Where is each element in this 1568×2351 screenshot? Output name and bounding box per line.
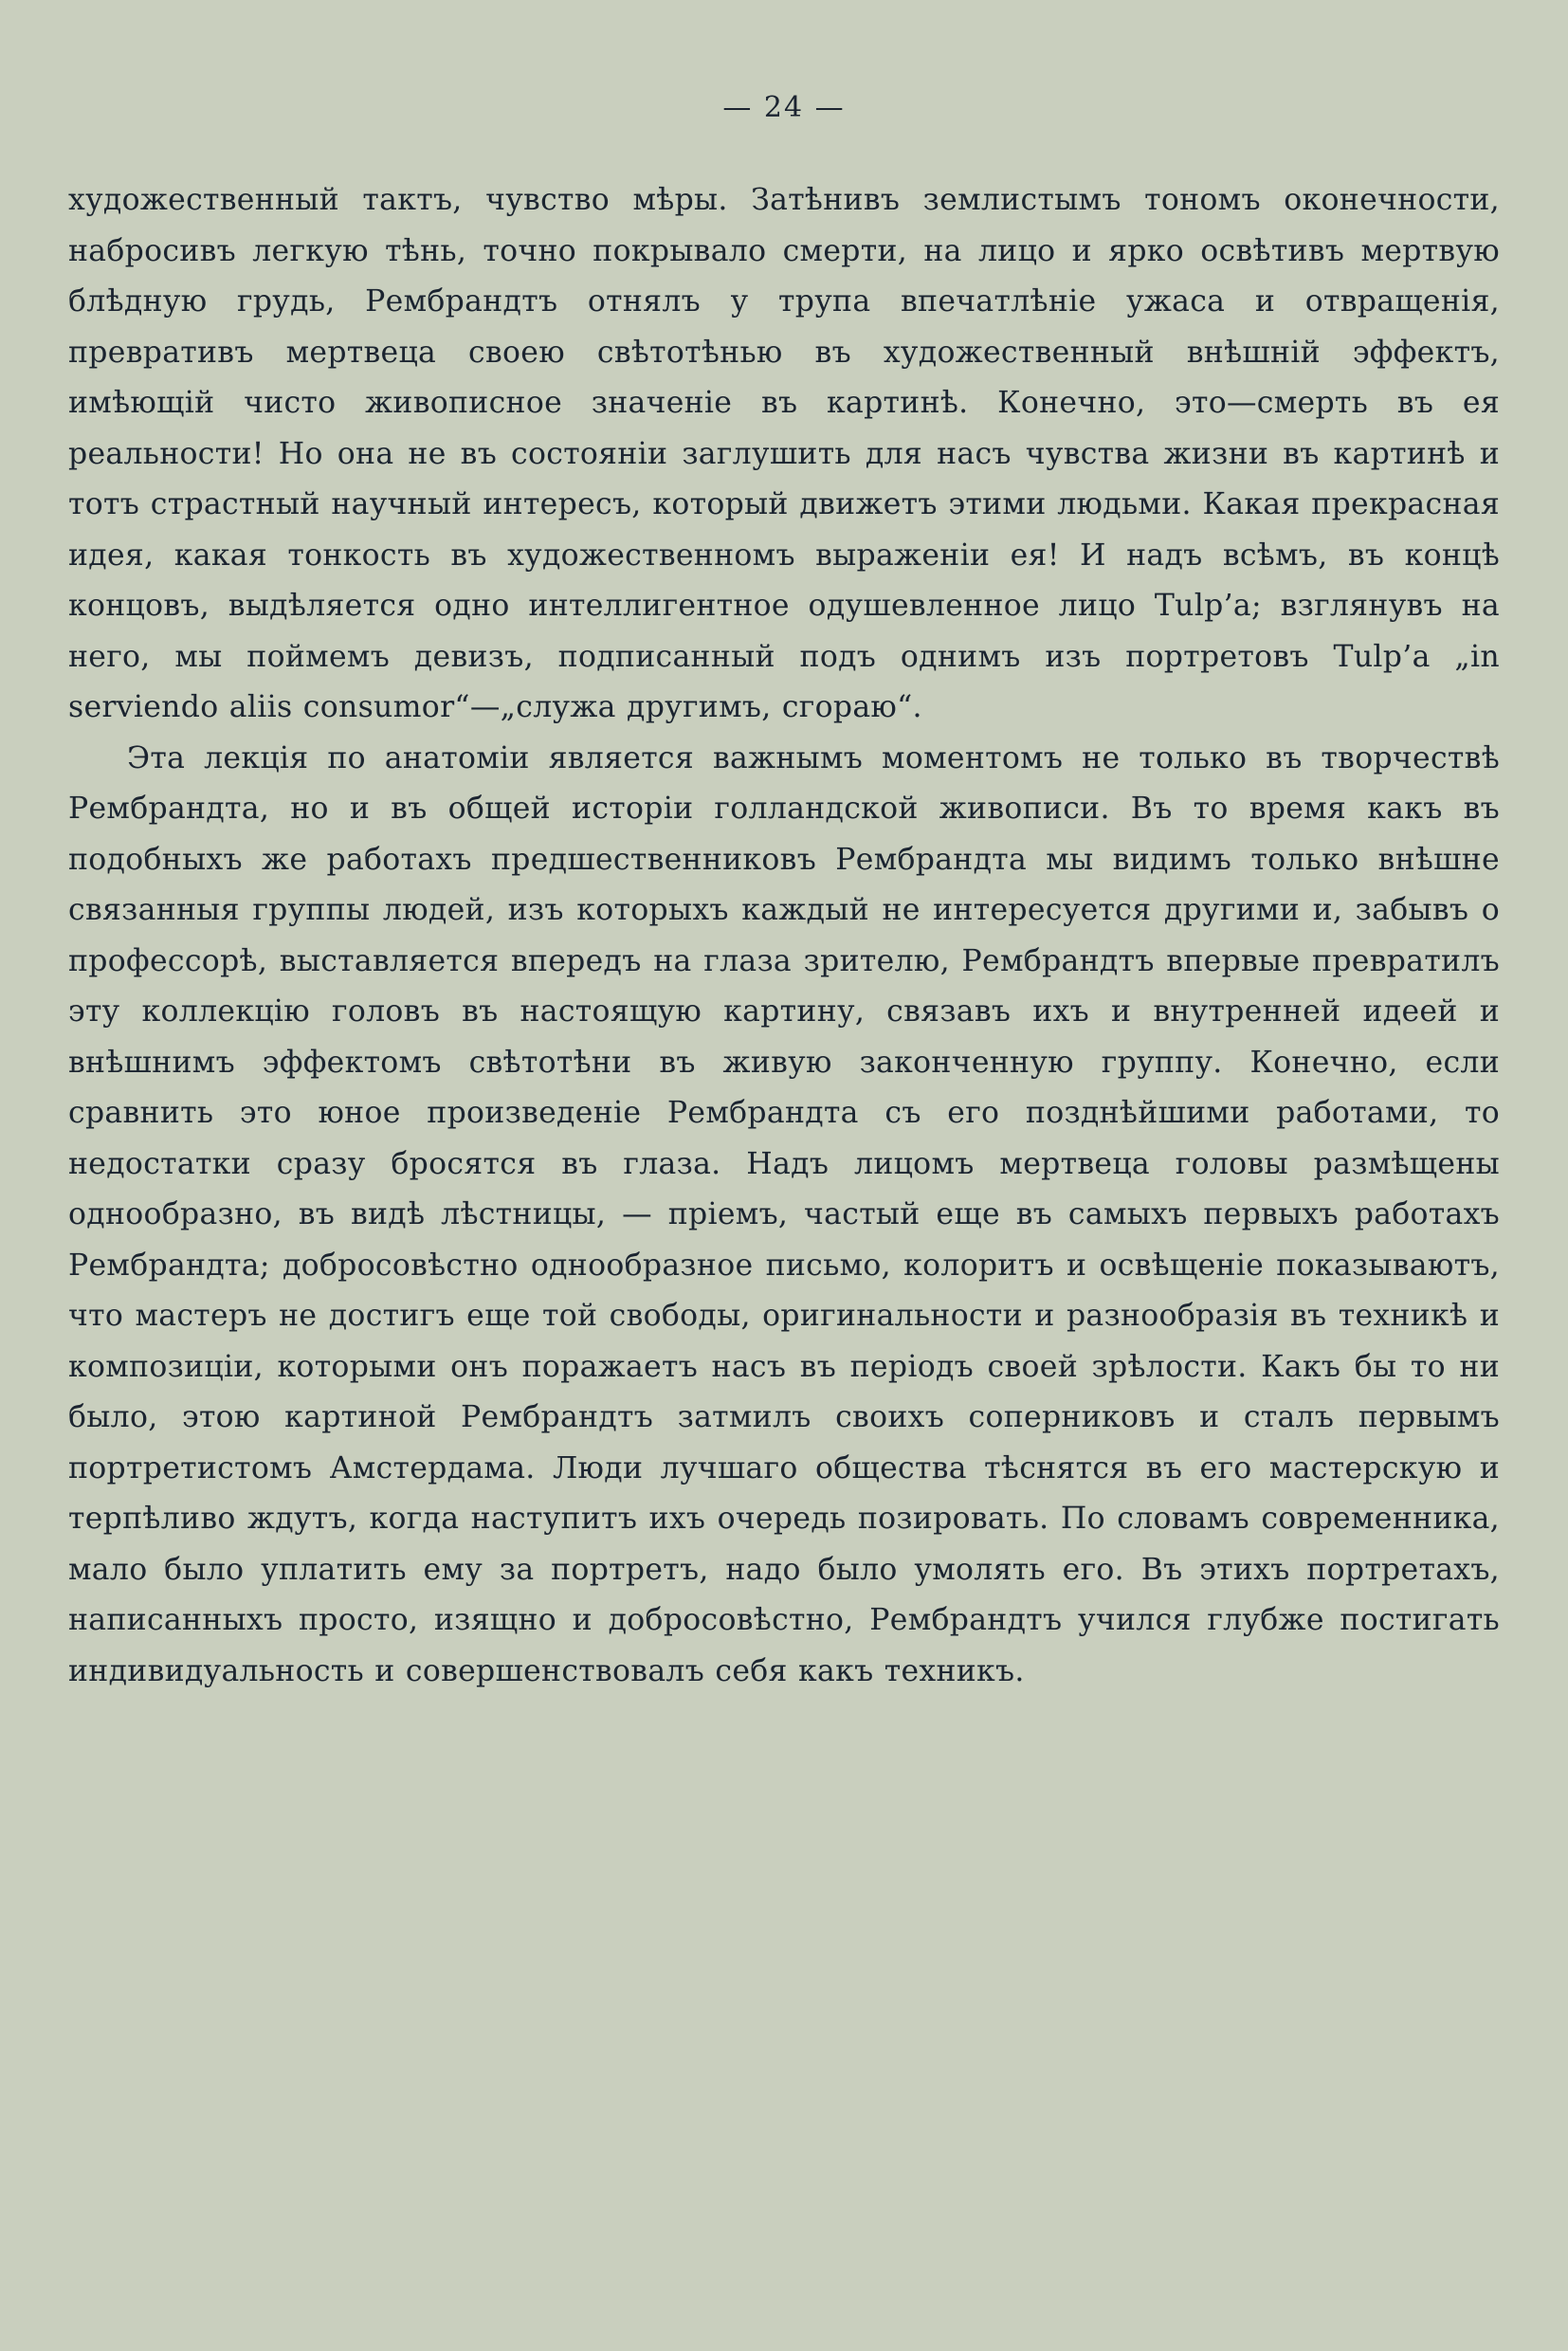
page-number: — 24 — xyxy=(722,91,846,124)
body-text xyxy=(68,175,1500,1697)
paragraph: Эта лекція по анатоміи является важнымъ моментомъ не только въ творчествѣ Рембрандта, но и въ общей исторіи голландской живописи. Въ то время какъ въ подобныхъ же работахъ предшественниковъ Рембрандта мы видимъ только внѣшне связанныя группы людей, изъ которыхъ каждый не интересуется другими и, забывъ о профессорѣ, выставляется впередъ на глаза зрителю, Рембрандтъ впервые превратилъ эту коллекцію головъ въ настоящую картину, связавъ ихъ и внутренней идеей и внѣшнимъ эффектомъ свѣтотѣни въ живую законченную группу. Конечно, если сравнить это юное произведеніе Рембрандта съ его позднѣйшими работами, то недостатки сразу бросятся въ глаза. Надъ лицомъ мертвеца головы размѣщены однообразно, въ видѣ лѣстницы, — пріемъ, частый еще въ самыхъ первыхъ работахъ Рембрандта; добросовѣстно однообразное письмо, колоритъ и освѣщеніе показываютъ, что мастеръ не достигъ еще той свободы, оригинальности и разнообразія въ техникѣ и композиціи, которыми онъ поражаетъ насъ въ періодъ своей зрѣлости. Какъ бы то ни было, этою картиной Рембрандтъ затмилъ своихъ соперниковъ и сталъ первымъ портретистомъ Амстердама. Люди лучшаго общества тѣснятся въ его мастерскую и терпѣливо ждутъ, когда наступитъ ихъ очередь позировать. По словамъ современника, мало было уплатить ему за портретъ, надо было умолять его. Въ этихъ портретахъ, написанныхъ просто, изящно и добросовѣстно, Рембрандтъ учился глубже постигать индивидуальность и совершенствовалъ себя какъ техникъ. xyxy=(68,740,1500,1688)
paragraph: художественный тактъ, чувство мѣры. Затѣнивъ землистымъ тономъ оконечности, набросивъ легкую тѣнь, точно покрывало смерти, на лицо и ярко освѣтивъ мертвую блѣдную грудь, Рембрандтъ отнялъ у трупа впечатлѣніе ужаса и отвращенія, превративъ мертвеца своею свѣтотѣнью въ художественный внѣшній эффектъ, имѣющій чисто живописное значеніе въ картинѣ. Конечно, это—смерть въ ея реальности! Но она не въ состояніи заглушить для насъ чувства жизни въ картинѣ и тотъ страстный научный интересъ, который движетъ этими людьми. Какая прекрасная идея, какая тонкость въ художественномъ выраженіи ея! И надъ всѣмъ, въ концѣ концовъ, выдѣляется одно интеллигентное одушевленное лицо Tulp’a; взглянувъ на него, мы поймемъ девизъ, подписанный подъ однимъ изъ портретовъ Tulp’a „in serviendo aliis consumor“—„служа другимъ, сгораю“. xyxy=(68,183,1500,724)
